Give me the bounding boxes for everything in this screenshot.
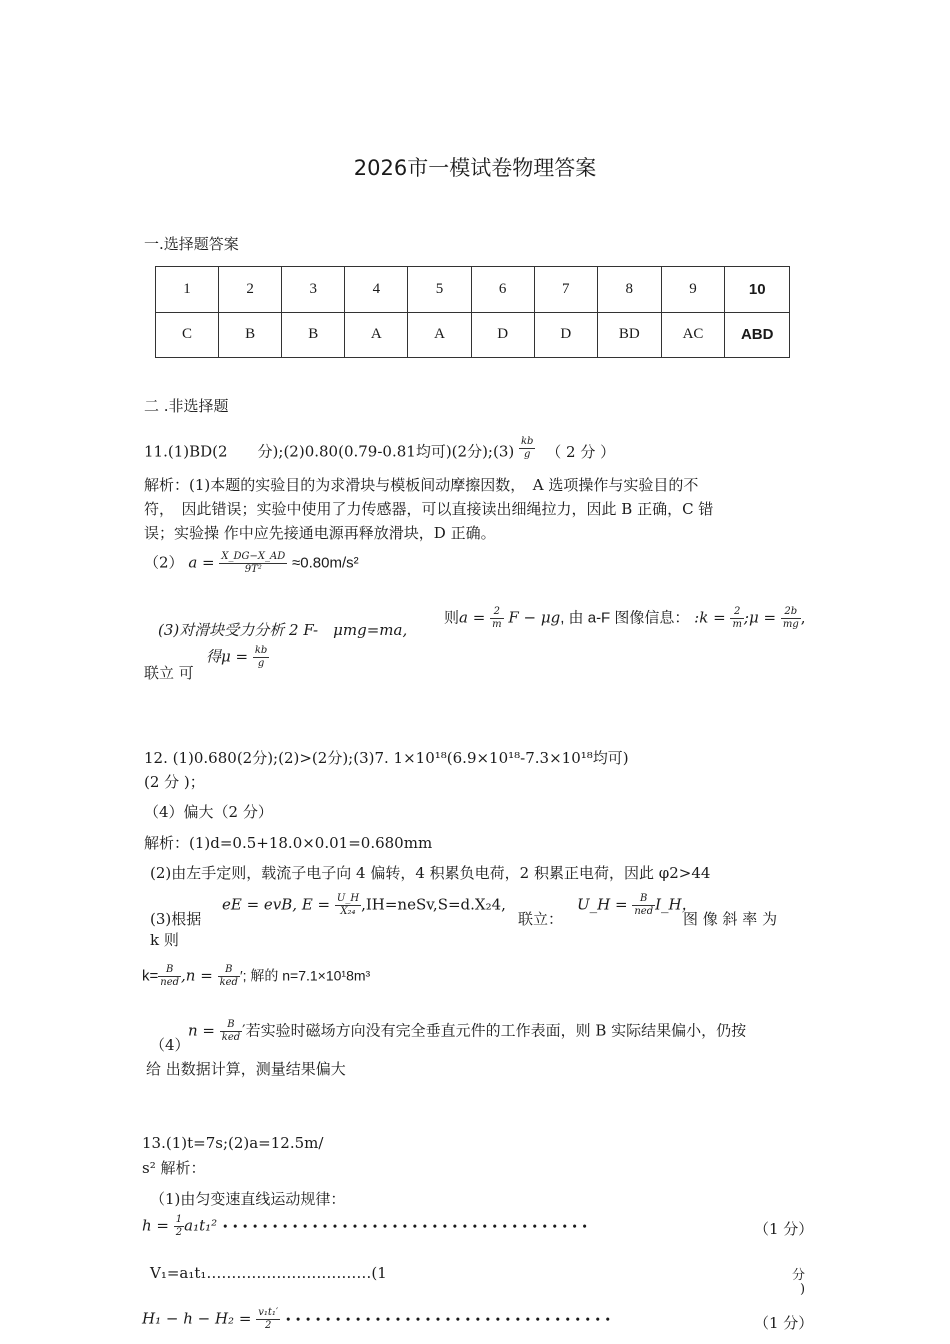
q12-k-then: k 则 xyxy=(150,931,179,949)
q13-answer-line: 13.(1)t=7s;(2)a=12.5m/ xyxy=(142,1134,324,1152)
fraction: $\frac{X\_DG-X\_AD}{\text{9T²}}$ xyxy=(221,551,286,575)
q12-explanation-line: 解析：(1)d=0.5+18.0×0.01=0.680mm xyxy=(144,834,433,852)
table-row xyxy=(156,267,790,313)
question-number: 9 xyxy=(661,267,725,313)
q13-eq3: H₁ − h − H₂ = $\frac{\text{v₁t₁′}}{2}$ • • • • • • • • • • • • • • • • • • • • • • • • • • • • • • • • • xyxy=(142,1307,611,1331)
question-number: 8 xyxy=(597,267,661,313)
fraction: $\frac{2}{m}$ xyxy=(492,606,502,630)
answer-cell: C xyxy=(156,312,219,358)
answer-cell: BD xyxy=(597,312,661,358)
fraction: $\frac{2}{m}$ xyxy=(732,606,742,630)
q11-head: 11.(1)BD(2 分);(2)0.80(0.79-0.81均可)(2分);(3) xyxy=(144,442,515,461)
page-title: 2026市一模试卷物理答案 xyxy=(353,156,597,180)
q13-eq2-score-bottom: ) xyxy=(800,1282,806,1297)
q12-part4-formula: n = $\frac{B}{\text{ked}}$ ′若实验时磁场方向没有完全垂直元件的工作表面，则 B 实际结果偏小，仍按 xyxy=(188,1019,747,1043)
fraction: $\frac{B}{\text{ked}}$ xyxy=(221,1019,241,1043)
answer-cell: A xyxy=(408,312,471,358)
q13-eq3-score: （1 分） xyxy=(754,1314,814,1332)
q13-eq1: h = $\frac{1}{2}$ a₁t₁² • • • • • • • • • • • • • • • • • • • • • • • • • • • • • • • • • • • • • xyxy=(142,1214,588,1238)
fraction: $\frac{U\_H}{\text{X₂₄}}$ xyxy=(336,893,360,917)
q11-answer-line xyxy=(144,436,616,465)
question-number: 6 xyxy=(471,267,534,313)
answer-table xyxy=(155,266,790,358)
fraction: $\frac{2b}{mg}$ xyxy=(782,606,799,630)
fraction: $\frac{B}{\text{ked}}$ xyxy=(219,964,238,988)
answer-cell: B xyxy=(219,312,282,358)
q11-part3-label: 联立 可 xyxy=(144,664,194,682)
q12-k-formula: k= $\frac{B}{\text{ned}}$ ,n = $\frac{B}{\text{ked}}$ ′; 解的 n=7.1×10¹8m³ xyxy=(142,964,371,988)
q11-explanation-line: 误；实验操 作中应先接通电源再释放滑块，D 正确。 xyxy=(144,524,496,542)
question-number: 5 xyxy=(408,267,471,313)
question-number: 2 xyxy=(219,267,282,313)
q12-uh-formula: U_H = $\frac{B}{\text{ned}}$ I_H， xyxy=(577,893,697,917)
q11-explanation-line: 解析：(1)本题的实验目的为求滑块与模板间动摩擦因数， A 选项操作与实验目的不 xyxy=(144,476,699,494)
answer-cell: B xyxy=(282,312,345,358)
answer-cell: ABD xyxy=(725,312,790,358)
q11-explanation-line: 符， 因此错误；实验中使用了力传感器，可以直接读出细绳拉力，因此 B 正确，C 错 xyxy=(144,500,714,518)
answer-cell: D xyxy=(471,312,534,358)
fraction: $\frac{kb}{g}$ xyxy=(254,645,268,669)
q11-score: （ 2 分 ） xyxy=(546,442,616,461)
q12-part3-formula: eE = evB, E = $\frac{U\_H}{\text{X₂₄}}$ ,IH=neSv,S=d.X₂4, xyxy=(222,893,506,917)
table-row xyxy=(156,312,790,358)
answer-cell: D xyxy=(534,312,597,358)
question-number: 10 xyxy=(725,267,790,313)
q12-part4-text: 给 出数据计算，测量结果偏大 xyxy=(146,1060,346,1078)
fraction: $\frac{1}{2}$ xyxy=(175,1214,183,1238)
q12-part4-label: （4） xyxy=(150,1036,190,1054)
q12-lianli: 联立： xyxy=(518,910,564,928)
q12-answer-line: (2 分 )； xyxy=(144,773,205,791)
section-nonchoice-heading: 二 .非选择题 xyxy=(144,397,229,415)
q12-explanation-line: (2)由左手定则，载流子电子向 4 偏转，4 积累负电荷，2 积累正电荷，因此 φ2>44 xyxy=(150,864,711,882)
q12-slope-text: 图 像 斜 率 为 xyxy=(683,910,778,928)
fraction: $\frac{\text{v₁t₁′}}{2}$ xyxy=(258,1307,279,1331)
q13-eq2: V₁=a₁t₁……………………………(1 xyxy=(150,1264,387,1282)
q12-part3-label: (3)根据 xyxy=(150,910,202,928)
q13-answer-line: s² 解析： xyxy=(142,1159,206,1177)
q11-part3-formula: 则a = $\frac{2}{m}$ F − μg, 由 a-F 图像信息： :k = $\frac{2}{m}$ ;μ = $\frac{2b}{mg}$ , xyxy=(444,606,806,630)
q13-explanation-line: （1)由匀变速直线运动规律： xyxy=(150,1190,346,1208)
answer-cell: AC xyxy=(661,312,725,358)
answer-cell: A xyxy=(345,312,408,358)
question-number: 1 xyxy=(156,267,219,313)
fraction: $\frac{B}{\text{ned}}$ xyxy=(160,964,180,988)
question-number: 4 xyxy=(345,267,408,313)
q12-answer-line: （4）偏大（2 分） xyxy=(144,803,273,821)
q11-part3-text: (3)对滑块受力分析 2 F- μmg=ma, xyxy=(158,621,408,639)
q11-part3-result: 得μ = $\frac{kb}{g}$ xyxy=(206,645,268,669)
q13-eq2-score-top: 分 xyxy=(792,1268,806,1283)
q13-eq1-score: （1 分） xyxy=(754,1220,814,1238)
section-choice-heading: 一.选择题答案 xyxy=(144,235,239,253)
question-number: 3 xyxy=(282,267,345,313)
q11-part2-formula: （2） a = $\frac{X\_DG-X\_AD}{\text{9T²}}$ ≈0.80m/s² xyxy=(144,551,359,575)
fraction: $\frac{B}{\text{ned}}$ xyxy=(634,893,654,917)
q12-answer-line: 12. (1)0.680(2分);(2)>(2分);(3)7. 1×10¹⁸(6.9×10¹⁸-7.3×10¹⁸均可) xyxy=(144,749,629,767)
q11-fraction: $\frac{kb}{g}$ xyxy=(521,436,534,460)
question-number: 7 xyxy=(534,267,597,313)
